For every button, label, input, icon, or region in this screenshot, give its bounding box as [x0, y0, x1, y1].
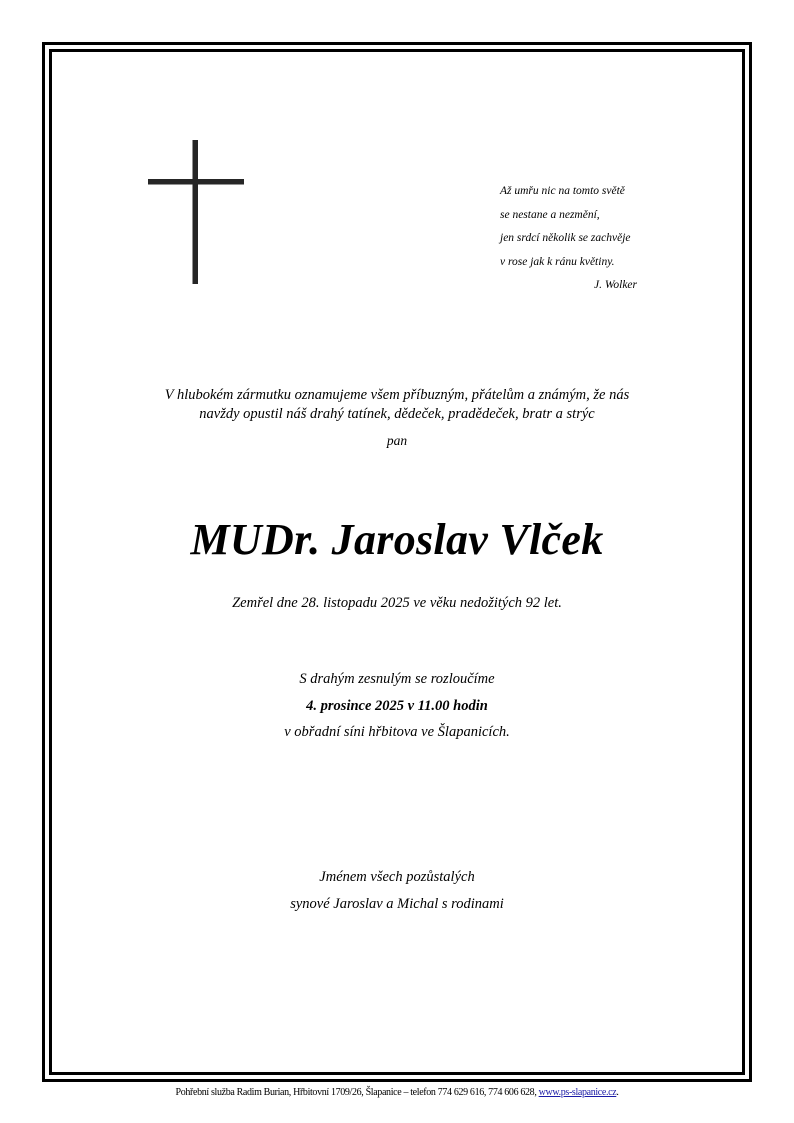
cross-icon [148, 140, 244, 284]
poem-line: se nestane a nezmění, [500, 208, 600, 221]
farewell-date-time: 4. prosince 2025 v 11.00 hodin [306, 697, 488, 714]
family-signature [60, 864, 734, 917]
poem [500, 180, 700, 298]
announcement [60, 386, 734, 424]
poem-author: J. Wolker [594, 279, 638, 291]
poem-line: Až umřu nic na tomto světě [500, 185, 625, 197]
announcement-line-1: V hlubokém zármutku oznamujeme všem příbuzným, přátelům a známým, že nás [164, 387, 630, 403]
poem-line: jen srdcí několik se zachvěje [500, 232, 631, 244]
announcement-line-2: navždy opustil náš drahý tatínek, dědeček, pradědeček, bratr a strýc [199, 406, 595, 422]
footer-suffix: . [616, 1087, 619, 1098]
poem-line: v rose jak k ránu květiny. [500, 255, 615, 268]
footer-contact: Pohřební služba Radim Burian, Hřbitovní 1709/26, Šlapanice – telefon 774 629 616, 774 606 628, [175, 1087, 537, 1098]
farewell-intro: S drahým zesnulým se rozloučíme [299, 671, 495, 687]
family-line-2: synové Jaroslav a Michal s rodinami [290, 895, 504, 912]
footer-website-link[interactable]: www.ps-slapanice.cz [538, 1087, 617, 1098]
deceased-name: MUDr. Jaroslav Vlček [190, 515, 604, 564]
salutation: pan [386, 433, 408, 448]
farewell-place: v obřadní síni hřbitova ve Šlapanicích. [284, 724, 510, 740]
farewell-info [60, 666, 734, 746]
footer [0, 1087, 794, 1098]
death-notice: Zemřel dne 28. listopadu 2025 ve věku nedožitých 92 let. [232, 595, 562, 611]
family-line-1: Jménem všech pozůstalých [319, 869, 475, 885]
